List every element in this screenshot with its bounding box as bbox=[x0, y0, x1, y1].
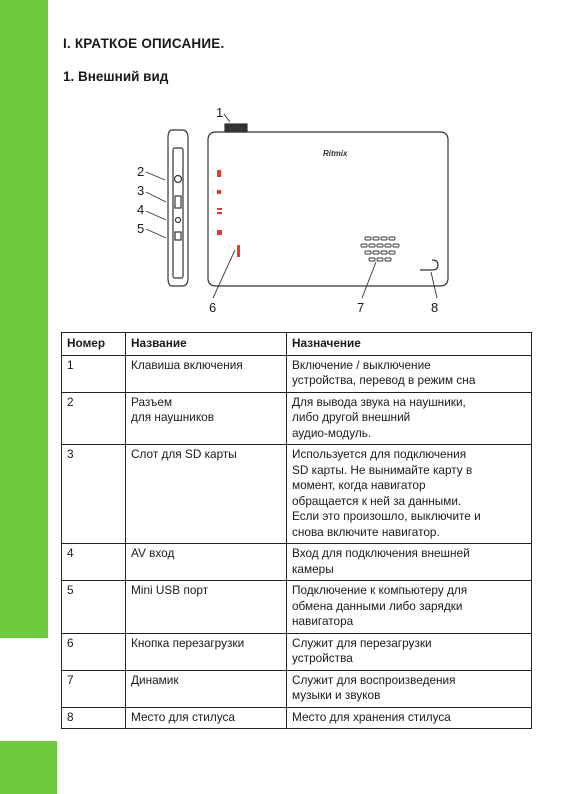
row-number: 1 bbox=[62, 355, 126, 392]
brand-logo: Ritmix bbox=[323, 149, 348, 158]
speaker-grille bbox=[361, 237, 399, 261]
table-row bbox=[62, 633, 532, 670]
green-side-bar-top bbox=[0, 0, 48, 638]
row-name: Mini USB порт bbox=[126, 581, 287, 634]
row-number: 4 bbox=[62, 544, 126, 581]
table-row bbox=[62, 707, 532, 729]
row-number: 2 bbox=[62, 392, 126, 445]
row-purpose: Включение / выключение устройства, перевод в режим сна bbox=[287, 355, 532, 392]
row-number: 6 bbox=[62, 633, 126, 670]
table-row bbox=[62, 392, 532, 445]
callout-7: 7 bbox=[357, 300, 365, 315]
row-purpose: Служит для перезагрузки устройства bbox=[287, 633, 532, 670]
row-purpose: Место для хранения стилуса bbox=[287, 707, 532, 729]
av-port-shape bbox=[176, 218, 181, 223]
section-title: I. КРАТКОЕ ОПИСАНИЕ. bbox=[63, 36, 225, 51]
power-key-shape bbox=[225, 124, 247, 132]
table-row bbox=[62, 445, 532, 544]
table-row bbox=[62, 544, 532, 581]
callout-8: 8 bbox=[431, 300, 439, 315]
callout-2: 2 bbox=[137, 164, 145, 179]
port-icons bbox=[217, 170, 240, 257]
callout-1: 1 bbox=[216, 105, 224, 120]
table-header-row bbox=[62, 333, 532, 356]
header-number: Номер bbox=[62, 333, 126, 356]
usb-port-shape bbox=[175, 232, 181, 240]
row-name: Динамик bbox=[126, 670, 287, 707]
header-name: Название bbox=[126, 333, 287, 356]
row-purpose: Служит для воспроизведения музыки и звуков bbox=[287, 670, 532, 707]
row-number: 7 bbox=[62, 670, 126, 707]
row-purpose: Для вывода звука на наушники, либо другой внешний аудио-модуль. bbox=[287, 392, 532, 445]
row-name: Место для стилуса bbox=[126, 707, 287, 729]
leader-lines bbox=[146, 114, 437, 298]
row-name: Разъем для наушников bbox=[126, 392, 287, 445]
row-number: 8 bbox=[62, 707, 126, 729]
stylus-slot-shape bbox=[420, 260, 438, 270]
device-illustration bbox=[120, 100, 460, 322]
row-number: 3 bbox=[62, 445, 126, 544]
callout-3: 3 bbox=[137, 183, 145, 198]
components-table bbox=[61, 332, 532, 729]
row-name: Клавиша включения bbox=[126, 355, 287, 392]
row-purpose: Подключение к компьютеру для обмена данными либо зарядки навигатора bbox=[287, 581, 532, 634]
row-name: AV вход bbox=[126, 544, 287, 581]
device-diagram bbox=[120, 100, 460, 322]
headphone-jack-shape bbox=[175, 176, 182, 183]
row-purpose: Вход для подключения внешней камеры bbox=[287, 544, 532, 581]
row-name: Слот для SD карты bbox=[126, 445, 287, 544]
device-side-view bbox=[168, 130, 188, 286]
table-row bbox=[62, 581, 532, 634]
table-row bbox=[62, 670, 532, 707]
callout-numbers bbox=[137, 105, 438, 315]
sd-slot-shape bbox=[175, 196, 181, 208]
row-number: 5 bbox=[62, 581, 126, 634]
table-row bbox=[62, 355, 532, 392]
callout-5: 5 bbox=[137, 221, 145, 236]
green-side-bar-bottom bbox=[0, 741, 57, 794]
row-name: Кнопка перезагрузки bbox=[126, 633, 287, 670]
header-purpose: Назначение bbox=[287, 333, 532, 356]
callout-6: 6 bbox=[209, 300, 217, 315]
row-purpose: Используется для подключения SD карты. Не вынимайте карту в момент, когда навигатор обращается к ней за данными. Если это произошло, выключите и снова включите навигатор. bbox=[287, 445, 532, 544]
callout-4: 4 bbox=[137, 202, 145, 217]
subsection-title: 1. Внешний вид bbox=[63, 69, 169, 84]
